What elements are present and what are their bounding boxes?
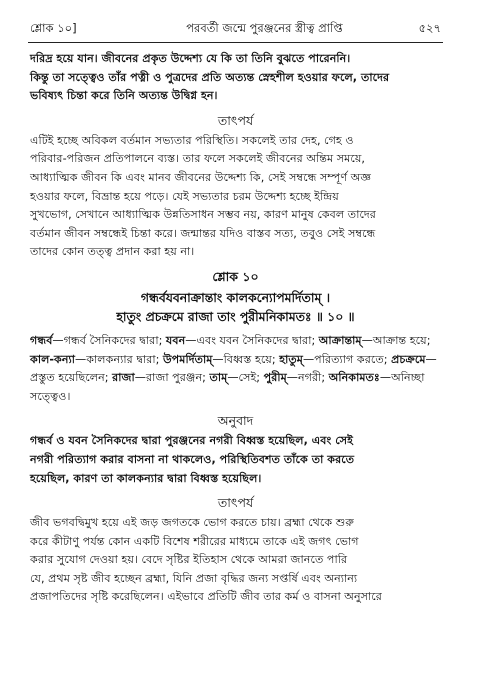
purport-line: পরিবার-পরিজন প্রতিপালনে ব্যস্ত। তার ফলে সকলেই জীবনের অন্তিম সময়ে, (30, 152, 365, 166)
running-header (30, 20, 441, 39)
purport-line: এটিই হচ্ছে অবিকল বর্তমান সভ্যতার পরিস্থিতি। সকলেই তার দেহ, গেহ ও (30, 133, 354, 147)
synonym-word: পুরীম্ (263, 371, 287, 385)
purport-line: প্রজাপতিদের সৃষ্টি করেছিলেন। এইভাবে প্রতিটি জীব তার কর্ম ও বাসনা অনুসারে (30, 590, 382, 604)
intro-line: দরিদ্র হয়ে যান। জীবনের প্রকৃত উদ্দেশ্য যে কি তা তিনি বুঝতে পারেননি। (30, 52, 351, 65)
translation-paragraph (30, 432, 441, 488)
synonym-meaning: —সেই; (227, 371, 264, 385)
synonym-meaning: —গন্ধর্ব সৈনিকদের দ্বারা; (52, 333, 166, 347)
synonym-word: অনিকামতঃ (328, 371, 380, 385)
verse-line: গন্ধর্বযবনাক্রান্তাং কালকন্যোপমর্দিতাম্ । (140, 289, 331, 305)
purport-line: হওয়ার ফলে, বিভ্রান্ত হয়ে পড়ে। যেই সভ্যতার চরম উদ্দেশ্য হচ্ছে ইন্দ্রিয় (30, 189, 339, 203)
synonym-meaning: —বিধ্বস্ত হয়ে; (212, 352, 280, 366)
translation-line: হয়েছিল, কারণ তা কালকন্যার দ্বারা বিধ্বস্ত হয়েছিল। (30, 471, 262, 485)
header-verse-ref: শ্লোক ১০] (30, 21, 77, 35)
synonym-word: আক্রান্তাম্ (318, 333, 362, 347)
synonym-meaning: —প্রস্তুত হয়েছিলেন; (30, 352, 437, 385)
purport-line: আধ্যাত্মিক জীবন কি এবং মানব জীবনের উদ্দেশ্য কি, সেই সম্বন্ধে সম্পূর্ণ অজ্ঞ (30, 170, 372, 184)
purport-line: যে, প্রথম সৃষ্ট জীব হচ্ছেন ব্রহ্মা, যিনি প্রজা বৃদ্ধির জন্য সপ্তর্ষি এবং অন্যান্য (30, 571, 358, 585)
intro-line: ভবিষ্যৎ চিন্তা করে তিনি অত্যন্ত উদ্বিগ্ন হন। (30, 89, 218, 103)
purport-paragraph (30, 132, 441, 262)
purport-line: সুখভোগ, সেখানে আধ্যাত্মিক উন্নতিসাধন সম্ভব নয়, কারণ মানুষ কেবল তাদের (30, 208, 376, 222)
synonym-meaning: —অনিচ্ছা সত্ত্বেও। (30, 371, 425, 403)
page-body (30, 50, 441, 607)
verse-line: হাতুং প্রচক্রমে রাজা তাং পুরীমনিকামতঃ ॥ ১০ ॥ (116, 308, 355, 324)
synonym-meaning: —পরিত্যাগ করতে; (302, 352, 392, 366)
synonym-word: রাজা (112, 371, 135, 385)
purport-line: করে কীটাণু পর্যন্ত কোন একটি বিশেষ শরীরের মাধ্যমে তাকে এই জগৎ ভোগ (30, 534, 359, 548)
synonym-word: হাতুম্ (279, 352, 303, 366)
header-rule (28, 42, 443, 43)
purport-line: করার সুযোগ দেওয়া হয়। বেদে সৃষ্টির ইতিহাস থেকে আমরা জানতে পারি (30, 553, 348, 567)
synonym-meaning: —রাজা পুরঞ্জন; (134, 371, 210, 385)
purport-line: জীব ভগবদ্বিমুখ হয়ে এই জড় জগতকে ভোগ করতে চায়। ব্রহ্মা থেকে শুরু (30, 516, 355, 530)
verse-heading: শ্লোক ১০ (212, 268, 259, 284)
synonym-word: কাল-কন্যা (30, 352, 76, 366)
sanskrit-verse (30, 288, 441, 326)
synonym-meaning: —আক্রান্ত হয়ে; (361, 333, 431, 347)
purport-line: বর্তমান জীবন সম্বন্ধেই চিন্তা করে। জন্মান্তর যদিও বাস্তব সত্য, তবুও সেই সম্বন্ধে (30, 226, 376, 240)
synonym-meaning: —নগরী; (286, 371, 329, 385)
purport-heading: তাৎপর্য (217, 112, 254, 128)
page-number: ৫২৭ (418, 21, 441, 35)
intro-line: কিন্তু তা সত্ত্বেও তাঁর পত্নী ও পুত্রদের প্রতি অত্যন্ত স্নেহশীল হওয়ার ফলে, তাদের (30, 70, 390, 84)
synonym-word: উপমর্দিতাম্ (162, 352, 213, 366)
synonym-meaning: —কালকন্যার দ্বারা; (75, 352, 163, 366)
synonym-word: যবন (165, 333, 186, 347)
synonym-word: গন্ধর্ব (30, 333, 53, 347)
synonyms-paragraph (30, 332, 441, 406)
synonym-word: তাম্ (209, 371, 228, 385)
translation-line: গন্ধর্ব ও যবন সৈনিকদের দ্বারা পুরঞ্জনের নগরী বিধ্বস্ত হয়েছিল, এবং সেই (30, 434, 353, 448)
translation-line: নগরী পরিত্যাগ করার বাসনা না থাকলেও, পরিস্থিতিবশত তাঁকে তা করতে (30, 452, 355, 466)
purport-paragraph (30, 514, 441, 607)
synonym-word: প্রচক্রমে (391, 352, 426, 366)
purport-heading: তাৎপর্য (217, 495, 254, 511)
intro-paragraph (30, 50, 441, 106)
translation-heading: অনুবাদ (217, 413, 254, 429)
purport-line: তাদের কোন তত্ত্ব প্রদান করা হয় না। (30, 245, 195, 259)
header-chapter-title: পরবর্তী জন্মে পুরঞ্জনের স্ত্রীত্ব প্রাপ্তি (186, 21, 343, 35)
synonym-meaning: —এবং যবন সৈনিকদের দ্বারা; (185, 333, 319, 347)
